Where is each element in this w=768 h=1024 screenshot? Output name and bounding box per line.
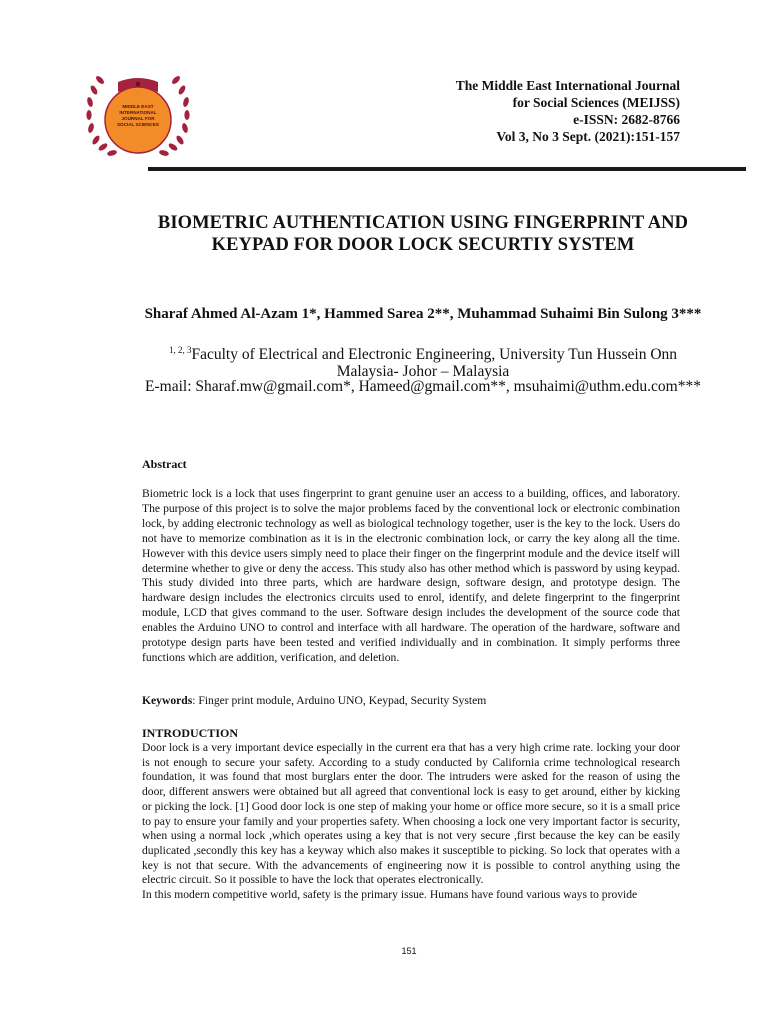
author-affiliation: [140, 342, 706, 380]
introduction-heading: INTRODUCTION: [142, 726, 239, 740]
affiliation-superscript: 1, 2, 3: [168, 345, 192, 355]
introduction-paragraph: Door lock is a very important device especially in the current era that has a very high crime rate. locking your door is not enough to secure your safety. According to a study conducted by California crime technological research foundation, it was found that most burglars enter the door. The intruders were asked for the reason of using the door, different answers were obtained but all agreed that conventional lock is easy to get around, either by kicking or picking the lock. [1] Good door lock is one step of making your home or office more secure, so it is a small price to pay to ensure your family and your properties safety. When choosing a lock one very important factor is security, when using a normal lock ,which operates using a key that is not very secure ,first because the key can be easily duplicated ,secondly this key has a keyway which also makes it susceptible to picking. So lock that operates with a key is not that secure. With the advancements of engineering now it is possible to control anything using the electric circuit. So it possible to have the lock that operates electronically.: [142, 741, 680, 887]
keywords: [142, 694, 682, 707]
keywords-text: : Finger print module, Arduino UNO, Keypad, Security System: [192, 694, 487, 707]
affiliation-text: Faculty of Electrical and Electronic Engineering, University Tun Hussein Onn Malaysia- Johor – Malaysia: [191, 346, 678, 380]
page-number: 151: [401, 946, 417, 956]
journal-info: [380, 77, 680, 145]
journal-issn: e-ISSN: 2682-8766: [573, 112, 680, 127]
logo-text: MIDDLE EAST INTERNATIONAL JOURNAL FOR SOCIAL SCIENCES: [116, 104, 160, 127]
journal-logo: [78, 62, 198, 172]
introduction-body: [142, 741, 680, 903]
journal-volume: Vol 3, No 3 Sept. (2021):151-157: [496, 129, 680, 144]
introduction-paragraph: In this modern competitive world, safety is the primary issue. Humans have found various ways to provide: [142, 888, 638, 902]
journal-name-line2: for Social Sciences (MEIJSS): [512, 95, 680, 110]
keywords-label: Keywords: [142, 694, 193, 707]
paper-title: BIOMETRIC AUTHENTICATION USING FINGERPRINT AND KEYPAD FOR DOOR LOCK SECURTIY SYSTEM: [157, 213, 689, 255]
abstract-heading: Abstract: [142, 457, 187, 471]
header-divider: [148, 167, 746, 171]
journal-name-line1: The Middle East International Journal: [455, 78, 680, 93]
author-emails: E-mail: Sharaf.mw@gmail.com*, Hameed@gmail.com**, msuhaimi@uthm.edu.com***: [145, 378, 701, 395]
paper-authors: Sharaf Ahmed Al-Azam 1*, Hammed Sarea 2**, Muhammad Suhaimi Bin Sulong 3***: [144, 306, 702, 322]
abstract-text: Biometric lock is a lock that uses fingerprint to grant genuine user an access to a building, offices, and laboratory. The purpose of this project is to solve the major problems faced by the conventional lock or electronic combination lock, by adding electronic technology as well as biological technology together, user is the key to the lock. Users do not have to memorize combination as it is in the electronic combination lock, or carry the key along all the time. However with this device users simply need to place their finger on the fingerprint module and the device itself will determine whether to give or deny the access. This study also has other method which is password by using keypad. This study divided into three parts, which are hardware design, software design, and prototype design. The hardware design includes the electronics circuits used to enrol, identify, and delete fingerprint to the fingerprint module, LCD that gives command to the user. Software design includes the development of the source code that enables the Arduino UNO to control and interface with all hardware. The operation of the hardware, software and prototype design parts have been tested and verified individually and in combination. It simply performs three functions which are addition, verification, and deletion.: [142, 487, 680, 664]
